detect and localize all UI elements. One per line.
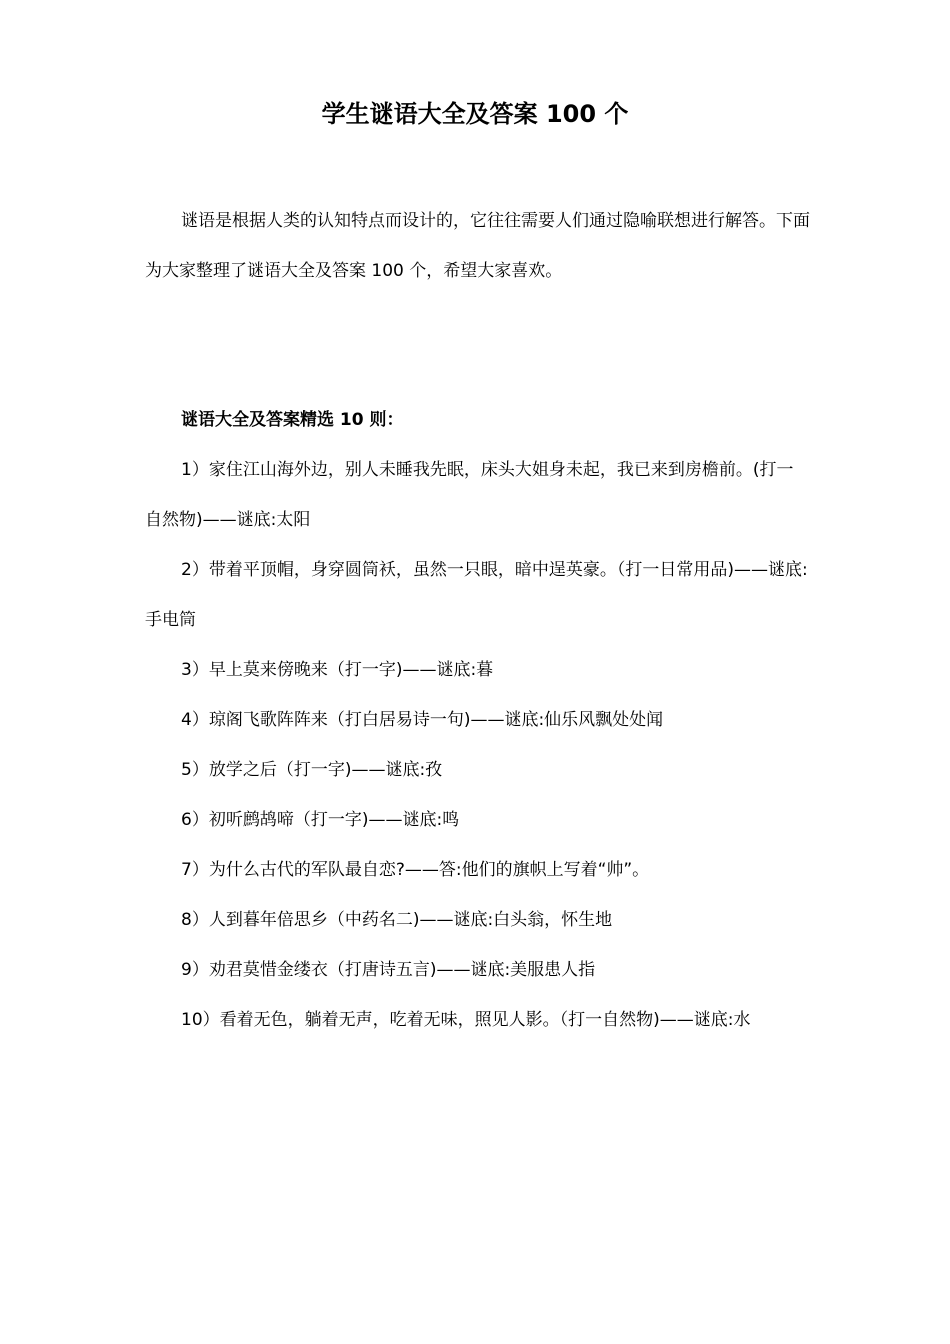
- riddle-item: 8）人到暮年倍思乡（中药名二)——谜底:白头翁，怀生地: [181, 910, 613, 930]
- riddle-item: 1）家住江山海外边，别人未睡我先眠，床头大姐身未起，我已来到房檐前。(打一自然物)——谜底:太阳: [145, 460, 794, 530]
- riddle-item: 5）放学之后（打一字)——谜底:孜: [181, 760, 443, 780]
- riddle-item: 10）看着无色，躺着无声，吃着无味，照见人影。（打一自然物)——谜底:水: [181, 1010, 751, 1030]
- riddle-item: 7）为什么古代的军队最自恋?——答:他们的旗帜上写着“帅”。: [181, 860, 650, 880]
- riddle-item: 2）带着平顶帽，身穿圆筒袄，虽然一只眼，暗中逞英豪。（打一日常用品)——谜底:手电筒: [145, 560, 808, 630]
- riddle-item: 9）劝君莫惜金缕衣（打唐诗五言)——谜底:美服患人指: [181, 960, 596, 980]
- intro-paragraph: 谜语是根据人类的认知特点而设计的，它往往需要人们通过隐喻联想进行解答。下面为大家整理了谜语大全及答案 100 个，希望大家喜欢。: [145, 211, 810, 281]
- riddle-item: 4）琼阁飞歌阵阵来（打白居易诗一句)——谜底:仙乐风飘处处闻: [181, 710, 664, 730]
- riddle-item: 3）早上莫来傍晚来（打一字)——谜底:暮: [181, 660, 494, 680]
- riddle-item: 6）初听鹧鸪啼（打一字)——谜底:鸣: [181, 810, 460, 830]
- section-heading: 谜语大全及答案精选 10 则：: [181, 410, 404, 430]
- riddle-list: [145, 445, 810, 1045]
- document-title: 学生谜语大全及答案 100 个: [321, 100, 629, 128]
